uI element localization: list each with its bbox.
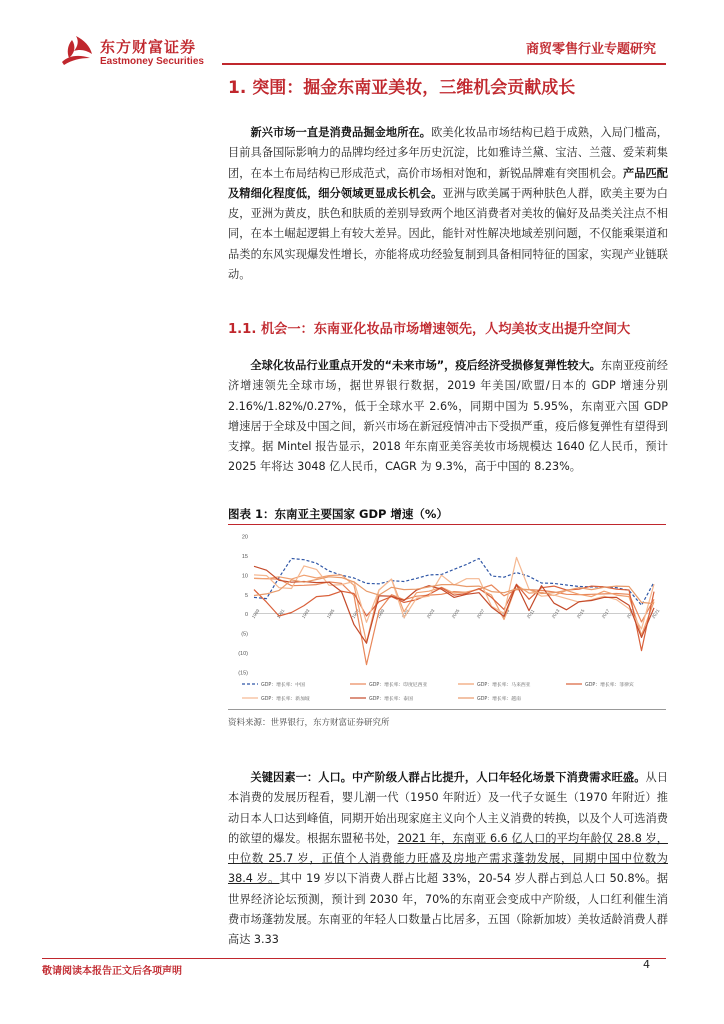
legend-label: GDP：增长率：中国 xyxy=(261,682,305,688)
x-tick-label: 2001 xyxy=(400,608,411,620)
section-1-1-title: 1.1. 机会一：东南亚化妆品市场增速领先，人均美妆支出提升空间大 xyxy=(228,322,631,337)
x-tick-label: 1997 xyxy=(350,608,361,620)
section-1-body1: 欧美化妆品市场结构已趋于成熟，入局门槛高，目前具备国际影响力的品牌均经过多年历史沉淀，比如雅诗兰黛、宝洁、兰蔻、爱茉莉集团，在本土布局结构已形成范式，高价市场相对饱和，新锐品牌难有突围机会。 xyxy=(228,126,668,180)
legend-label: GDP：增长率：新加坡 xyxy=(261,696,310,702)
y-tick-label: (10) xyxy=(238,651,248,658)
footer-disclaimer-notice: 敬请阅读本报告正文后各项声明 xyxy=(42,966,182,977)
key-factor-body2: 其中 19 岁以下消费人群占比超 33%，20-54 岁人群占到总人口 50.8%。据世界经济论坛预测，预计到 2030 年，70%的东南亚会变成中产阶级，人口红利催生消费市场蓬勃发展。东南亚的年轻人口数量占比居多，五国（除新加坡）美妆适龄消费人群高达 3.33 xyxy=(228,872,669,947)
x-tick-label: 2019 xyxy=(625,608,636,620)
section-1-1-paragraph xyxy=(228,356,668,478)
key-factor-lead: 关键因素一：人口。中产阶级人群占比提升，人口年轻化场景下消费需求旺盛。 xyxy=(250,771,646,784)
page-number: 4 xyxy=(643,958,650,971)
y-tick-label: 20 xyxy=(241,534,248,541)
section-1-1-body: 东南亚疫前经济增速领先全球市场，据世界银行数据，2019 年美国/欧盟/日本的 GDP 增速分别 2.16%/1.82%/0.27%，低于全球水平 2.6%，同期中国为 5.95%，东南亚六国 GDP 增速居于全球及中国之间，新兴市场在新冠疫情冲击下受损严重，疫后修复弹性有望得到支撑。据 Mintel 报告显示，2018 年东南亚美容美妆市场规模达 1640 亿人民币，预计 2025 年将达 3048 亿人民币，CAGR 为 9.3%，高于中国的 8.23%。 xyxy=(228,359,668,474)
x-tick-label: 1995 xyxy=(325,608,336,620)
y-tick-label: 15 xyxy=(241,553,248,560)
figure-top-rule xyxy=(228,524,666,525)
x-tick-label: 2007 xyxy=(475,608,486,620)
logo-english-name: Eastmoney Securities xyxy=(100,56,204,67)
x-tick-label: 2009 xyxy=(500,608,511,620)
legend-label: GDP：增长率：泰国 xyxy=(369,696,413,702)
report-type-label: 商贸零售行业专题研究 xyxy=(525,42,656,57)
y-tick-label: 0 xyxy=(244,612,248,619)
key-factor-paragraph xyxy=(228,768,668,951)
x-tick-label: 1991 xyxy=(275,608,286,620)
figure-1-title: 图表 1：东南亚主要国家 GDP 增速（%） xyxy=(228,507,448,521)
gdp-growth-line-chart xyxy=(228,526,666,708)
x-tick-label: 2015 xyxy=(575,608,586,620)
header-divider xyxy=(222,63,666,65)
series-line xyxy=(254,578,654,664)
x-tick-label: 2021 xyxy=(650,608,661,620)
y-tick-label: (15) xyxy=(238,670,248,677)
footer-divider xyxy=(42,958,666,959)
x-tick-label: 1993 xyxy=(300,608,311,620)
section-1-body2: 亚洲与欧美属于两种肤色人群，欧美主要为白皮，亚洲为黄皮，肤色和肤质的差别导致两个地区消费者对美妆的偏好及品类关注点不相同，在本土崛起逻辑上有较大差异。因此，能针对性解决地域差别问题，不仅能乘渠道和品类的东风实现爆发性增长，亦能将成功经验复制到具备相同特征的国家，实现产业链联动。 xyxy=(228,186,668,282)
x-tick-label: 1999 xyxy=(375,608,386,620)
legend-label: GDP：增长率：菲律宾 xyxy=(585,682,634,688)
key-factor-underlined: 2021 年，东南亚 6.6 亿人口的平均年龄仅 28.8 岁，中位数 25.7 岁，正值个人消费能力旺盛及房地产需求蓬勃发展，同期中国中位数为 38.4 岁。 xyxy=(228,831,668,886)
y-tick-label: 5 xyxy=(244,592,248,599)
logo-chinese-name: 东方财富证券 xyxy=(100,38,197,56)
eastmoney-logo-icon xyxy=(58,34,94,66)
section-1-lead: 新兴市场一直是消费品掘金地所在。 xyxy=(250,126,432,139)
x-tick-label: 2013 xyxy=(550,608,561,620)
legend-label: GDP：增长率：越南 xyxy=(477,696,521,702)
x-tick-label: 2011 xyxy=(525,608,536,620)
x-tick-label: 2003 xyxy=(425,608,436,620)
legend-label: GDP：增长率：印度尼西亚 xyxy=(369,682,428,688)
section-1-title: 1. 突围：掘金东南亚美妆，三维机会贡献成长 xyxy=(228,78,576,98)
section-1-bold2: 产品匹配及精细化程度低，细分领域更显成长机会。 xyxy=(228,166,668,200)
figure-bottom-rule xyxy=(228,709,666,710)
y-tick-label: 10 xyxy=(241,573,248,580)
x-tick-label: 1989 xyxy=(250,608,261,620)
x-tick-label: 2017 xyxy=(600,608,611,620)
section-1-paragraph xyxy=(228,123,668,285)
key-factor-body1: 从日本消费的发展历程看，婴儿潮一代（1950 年附近）及一代子女诞生（1970 年附近）推动日本人口达到峰值，同期开始出现家庭主义向个人主义消费的转换，以及个人可选消费的欲望的爆发。根据东盟秘书处， xyxy=(228,771,668,845)
section-1-1-lead: 全球化妆品行业重点开发的“未来市场”，疫后经济受损修复弹性较大。 xyxy=(250,359,601,372)
legend-label: GDP：增长率：马来西亚 xyxy=(477,682,531,688)
figure-source: 资料来源：世界银行，东方财富证券研究所 xyxy=(228,718,390,728)
x-tick-label: 2005 xyxy=(450,608,461,620)
y-tick-label: (5) xyxy=(241,631,248,638)
page-header xyxy=(0,0,724,80)
